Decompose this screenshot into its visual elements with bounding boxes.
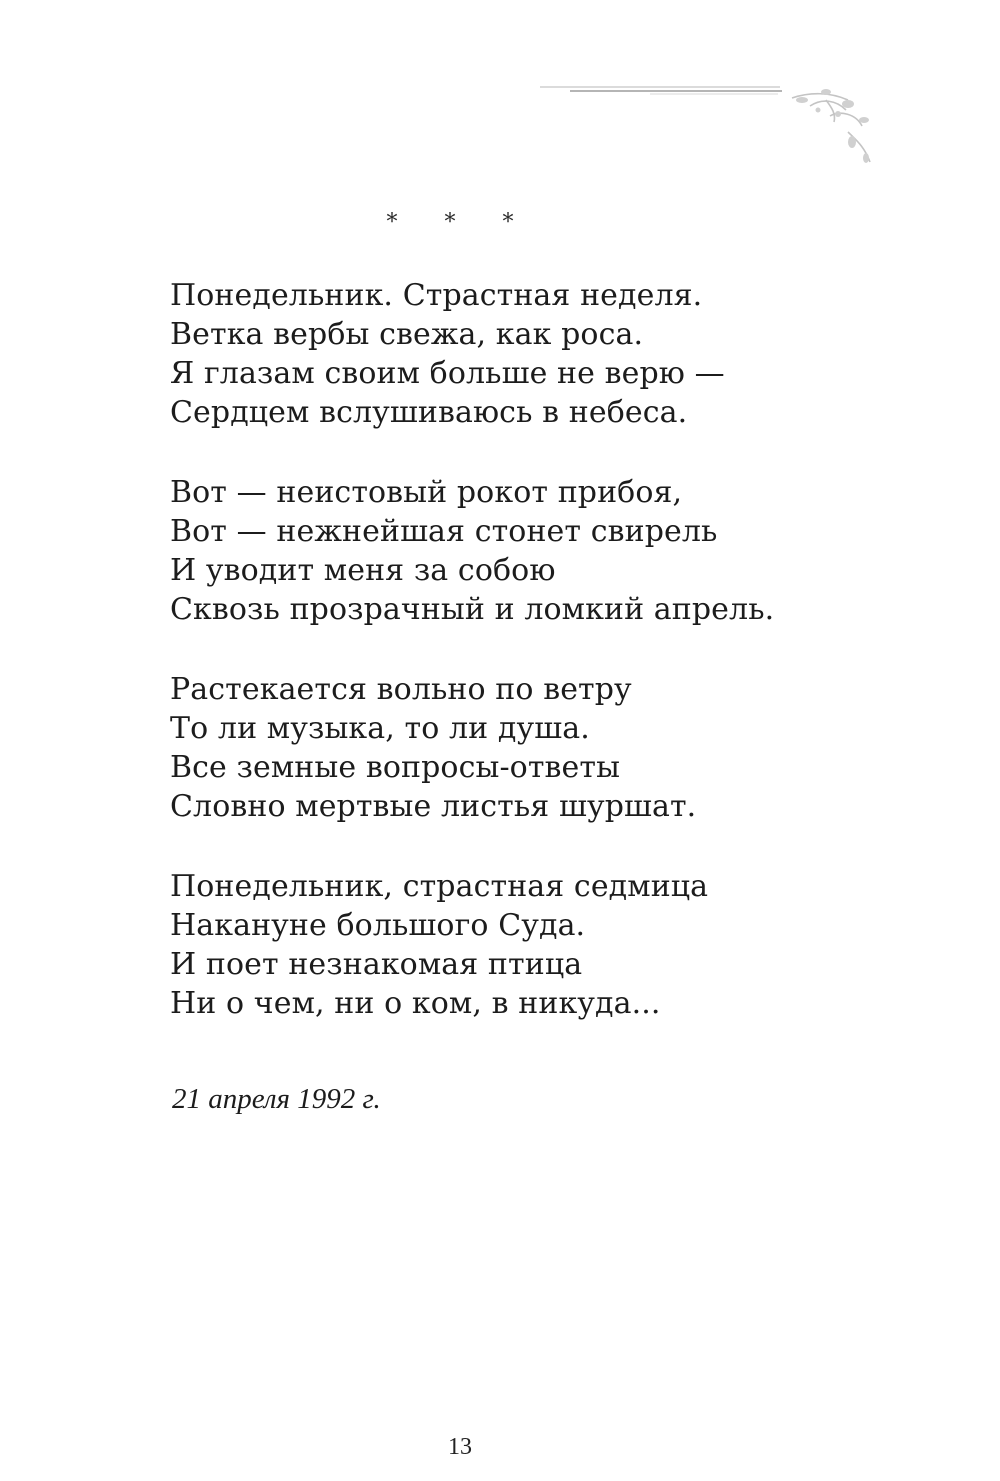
stanza xyxy=(170,670,950,826)
stanza xyxy=(170,867,950,1023)
stanza xyxy=(170,276,950,432)
poem-line: Растекается вольно по ветру xyxy=(170,672,632,707)
poem-date: 21 апреля 1992 г. xyxy=(172,1083,381,1115)
poem-line: И уводит меня за собою xyxy=(170,553,556,588)
poem-line: Я глазам своим больше не верю — xyxy=(170,356,725,391)
poem-line: Сквозь прозрачный и ломкий апрель. xyxy=(170,592,775,627)
poem-line: Сердцем вслушиваюсь в небеса. xyxy=(170,395,688,430)
poem-line: Вот — неистовый рокот прибоя, xyxy=(170,475,683,510)
poem-line: Словно мертвые листья шуршат. xyxy=(170,789,697,824)
poem-line: Все земные вопросы-ответы xyxy=(170,750,621,785)
section-separator: * * * xyxy=(386,210,534,235)
stanza xyxy=(170,473,950,629)
poem-line: То ли музыка, то ли душа. xyxy=(170,711,590,746)
poem-line: Ни о чем, ни о ком, в никуда... xyxy=(170,986,661,1021)
poem-line: Ветка вербы свежа, как роса. xyxy=(170,317,644,352)
poem xyxy=(170,276,950,1064)
poem-line: Понедельник, страстная седмица xyxy=(170,869,709,904)
floral-corner-ornament-icon xyxy=(530,70,880,180)
poem-line: Накануне большого Суда. xyxy=(170,908,586,943)
poem-line: Вот — нежнейшая стонет свирель xyxy=(170,514,718,549)
page-number: 13 xyxy=(448,1434,472,1460)
poem-line: Понедельник. Страстная неделя. xyxy=(170,278,703,313)
poem-line: И поет незнакомая птица xyxy=(170,947,583,982)
